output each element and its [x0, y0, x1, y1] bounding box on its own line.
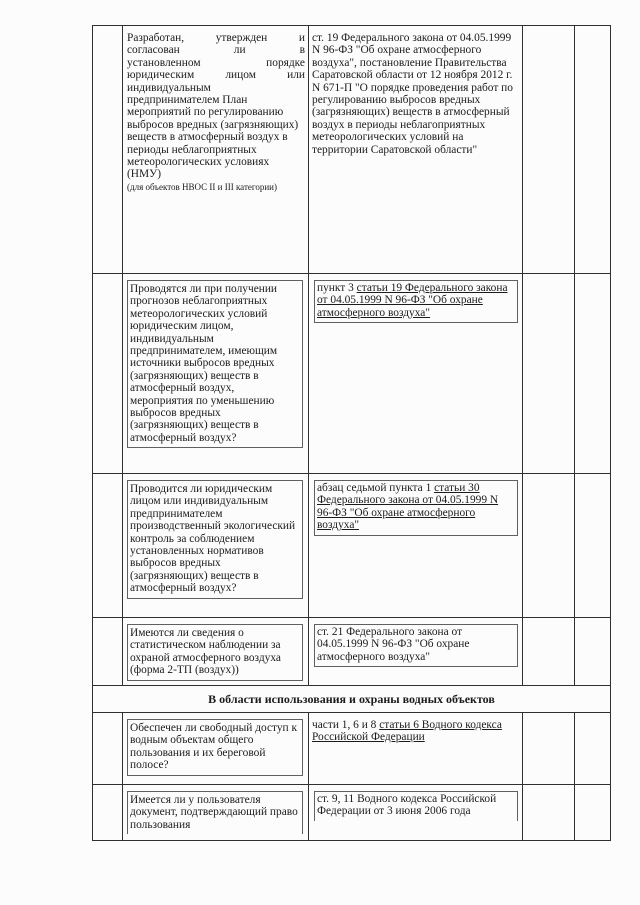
row-number-cell — [93, 713, 123, 785]
answer-cell — [523, 274, 575, 474]
question-text: Имеется ли у пользователя документ, подтверждающий право пользования — [127, 791, 303, 834]
note-cell — [575, 713, 611, 785]
law-link[interactable]: статьи 19 Федерального закона от 04.05.1999 N 96-ФЗ "Об охране атмосферного воздуха" — [317, 282, 508, 319]
answer-cell — [523, 26, 575, 274]
law-reference — [314, 480, 518, 536]
question-cell — [123, 785, 309, 841]
note-cell — [575, 274, 611, 474]
question-line: юридическим лицом или — [127, 69, 305, 82]
section-title: В области использования и охраны водных объектов — [93, 686, 611, 713]
law-text: части 1, 6 и 8 — [312, 719, 380, 731]
note-cell — [575, 785, 611, 841]
answer-cell — [523, 785, 575, 841]
question-cell — [123, 474, 309, 618]
law-text: абзац седьмой пункта 1 — [317, 482, 435, 494]
table-row — [93, 618, 611, 686]
table-row — [93, 713, 611, 785]
answer-cell — [523, 713, 575, 785]
question-text: Проводится ли юридическим лицом или индивидуальным предпринимателем производственный экологический контроль за соблюдением установленных нормативов выбросов вредных (загрязняющих) веществ в атмосферный воздух? — [127, 480, 303, 599]
row-number-cell — [93, 26, 123, 274]
law-cell — [309, 274, 523, 474]
note-cell — [575, 474, 611, 618]
question-text: Проводятся ли при получении прогнозов неблагоприятных метеорологических условий юридическим лицом, индивидуальным предпринимателем, имеющим источники выбросов вредных (загрязняющих) веществ в атмосферный воздух, мероприятия по уменьшению выбросов вредных (загрязняющих) веществ в атмосферный воздух? — [127, 280, 303, 448]
law-cell — [309, 618, 523, 686]
law-cell — [309, 474, 523, 618]
table-row — [93, 785, 611, 841]
law-cell — [309, 26, 523, 274]
table-row — [93, 274, 611, 474]
law-link[interactable]: статьи 6 Водного кодекса Российской Федерации — [312, 719, 502, 744]
table-row — [93, 26, 611, 274]
law-text: ст. 21 Федерального закона от 04.05.1999 N 96-ФЗ "Об охране атмосферного воздуха" — [314, 624, 518, 667]
question-text: индивидуальным предпринимателем План мероприятий по регулированию выбросов вредных (загрязняющих) веществ в атмосферный воздух в периоды неблагоприятных метеорологических условиях (НМУ) — [127, 81, 299, 181]
answer-cell — [523, 474, 575, 618]
question-line: Разработан, утвержден и — [127, 32, 305, 44]
question-line: согласован ли в — [127, 44, 305, 57]
note-cell — [575, 26, 611, 274]
law-cell — [309, 713, 523, 785]
section-row — [93, 686, 611, 713]
law-reference — [314, 280, 518, 323]
law-text: ст. 9, 11 Водного кодекса Российской Федерации от 3 июня 2006 года — [314, 791, 518, 821]
question-note: (для объектов НВОС II и III категории) — [127, 181, 277, 192]
question-text: Обеспечен ли свободный доступ к водным объектам общего пользования и их береговой полосе? — [127, 719, 303, 776]
table-row — [93, 474, 611, 618]
row-number-cell — [93, 618, 123, 686]
law-link[interactable]: статьи 30 Федерального закона от 04.05.1999 N 96-ФЗ "Об охране атмосферного воздуха" — [317, 482, 499, 532]
note-cell — [575, 618, 611, 686]
row-number-cell — [93, 474, 123, 618]
question-cell — [123, 26, 309, 274]
question-cell — [123, 713, 309, 785]
row-number-cell — [93, 785, 123, 841]
question-cell — [123, 618, 309, 686]
question-text: Имеются ли сведения о статистическом наблюдении за охраной атмосферного воздуха (форма 2-ТП (воздух)) — [127, 624, 303, 681]
question-cell — [123, 274, 309, 474]
checklist-table — [92, 25, 611, 841]
law-text: ст. 19 Федерального закона от 04.05.1999 N 96-ФЗ "Об охране атмосферного воздуха", постановление Правительства Саратовской области от 12 ноября 2012 г. N 671-П "О порядке проведения работ по регулированию выбросов вредных (загрязняющих) веществ в атмосферный воздух в периоды неблагоприятных метеорологических условий на территории Саратовской области" — [312, 32, 513, 156]
law-cell — [309, 785, 523, 841]
row-number-cell — [93, 274, 123, 474]
answer-cell — [523, 618, 575, 686]
question-line: установленном порядке — [127, 56, 305, 69]
law-text: пункт 3 — [317, 282, 357, 294]
